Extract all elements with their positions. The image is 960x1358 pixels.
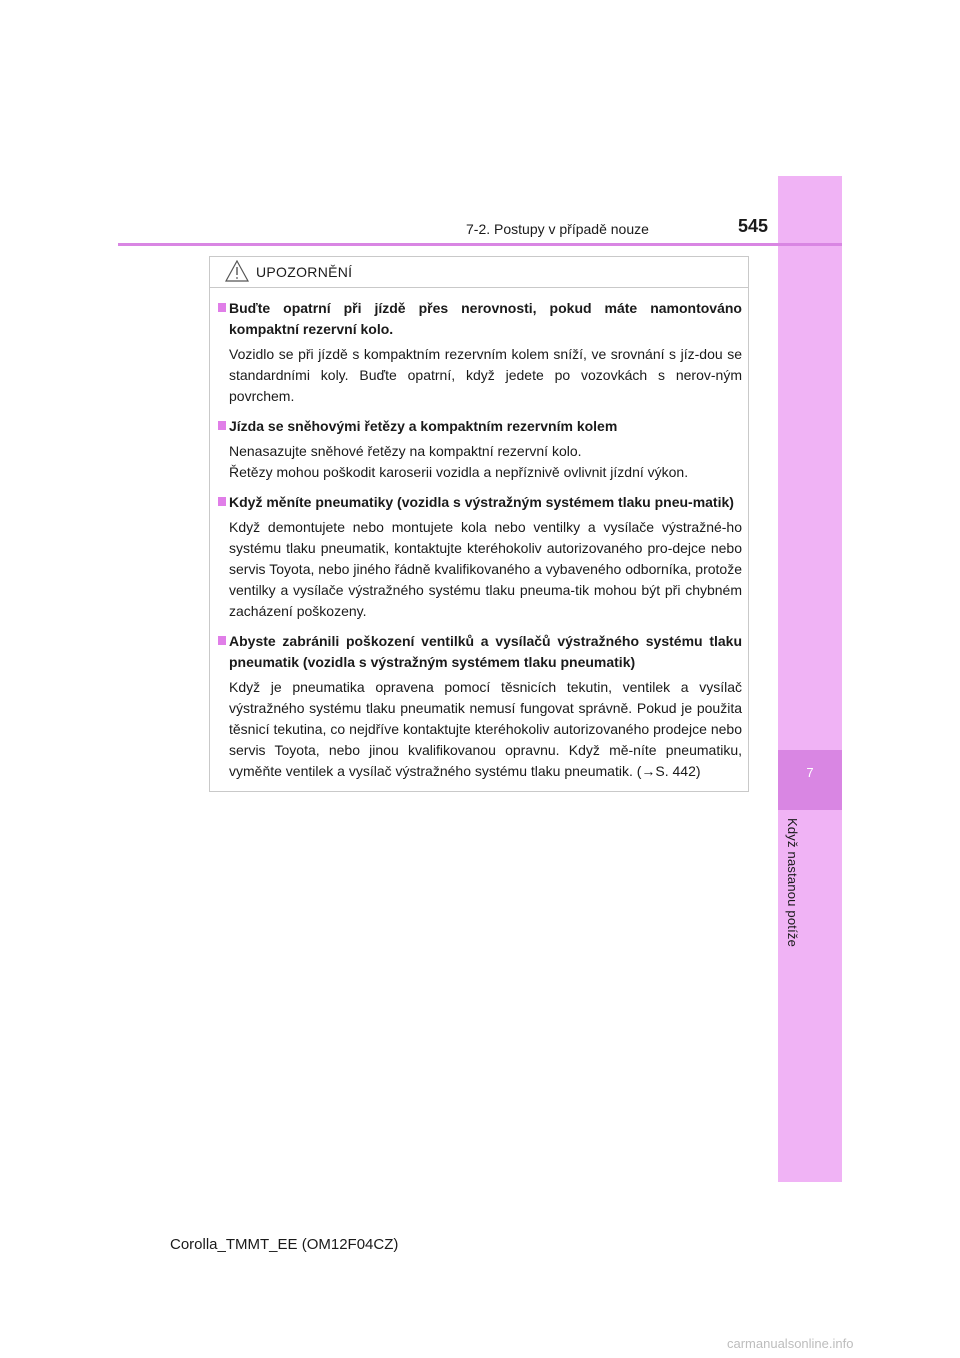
warning-triangle-icon [225, 260, 249, 282]
warning-item-text: Vozidlo se při jízdě s kompaktním rezervním kolem sníží, ve srovnání s jíz-dou se standardními koly. Buďte opatrní, když jedete po vozovkách s nerov-ným povrchem. [229, 346, 742, 404]
watermark: carmanualsonline.info [727, 1336, 854, 1351]
chapter-number: 7 [806, 765, 814, 780]
page-number: 545 [738, 216, 769, 236]
warning-item [218, 298, 742, 407]
square-bullet-icon [218, 421, 226, 430]
warning-item [218, 492, 742, 622]
warning-item [218, 416, 742, 483]
warning-box [209, 256, 749, 792]
warning-item-text: Když demontujete nebo montujete kola nebo ventilky a vysílače výstražné-ho systému tlaku pneumatik, kontaktujte kteréhokoliv autorizovaného pro-dejce nebo servis Toyota, nebo jiného řádně kvalifikovaného a vybaveného odborníka, protože ventilky a vysílače výstražného systému tlaku pneuma-tik mohou být při chybném zacházení poškozeny. [229, 519, 742, 619]
warning-item-heading: Když měníte pneumatiky (vozidla s výstražným systémem tlaku pneu-matik) [218, 492, 742, 513]
chapter-number-block [778, 750, 842, 810]
section-title: 7-2. Postupy v případě nouze [466, 221, 649, 237]
header-rule [118, 243, 842, 246]
warning-header [210, 257, 748, 288]
document-id: Corolla_TMMT_EE (OM12F04CZ) [170, 1236, 399, 1253]
warning-item-text: Řetězy mohou poškodit karoserii vozidla a nepříznivě ovlivnit jízdní výkon. [229, 464, 689, 480]
warning-body [218, 298, 742, 791]
warning-item [218, 631, 742, 782]
warning-item-heading: Jízda se sněhovými řetězy a kompaktním rezervním kolem [218, 416, 742, 437]
square-bullet-icon [218, 497, 226, 506]
square-bullet-icon [218, 303, 226, 312]
warning-title: UPOZORNĚNÍ [256, 264, 353, 280]
warning-item-text: Když je pneumatika opravena pomocí těsnicích tekutin, ventilek a vysílač výstražného systému tlaku pneumatik nemusí fungovat správně. Pokud je použita těsnicí tekutina, co nejdříve kontaktujte kteréhokoliv autorizovaného prodejce nebo servis Toyota, nebo jinou kvalifikovanou opravnu. Když mě-níte pneumatiku, vyměňte ventilek a vysílač výstražného systému tlaku pneumatik. (→S. 442) [229, 679, 742, 779]
warning-item-text: Nenasazujte sněhové řetězy na kompaktní rezervní kolo. [229, 443, 582, 459]
chapter-title: Když nastanou potíže [785, 818, 800, 948]
warning-item-heading: Abyste zabránili poškození ventilků a vysílačů výstražného systému tlaku pneumatik (vozidla s výstražným systémem tlaku pneumatik) [218, 631, 742, 673]
square-bullet-icon [218, 636, 226, 645]
chapter-side-tab [778, 176, 842, 1182]
warning-item-heading: Buďte opatrní při jízdě přes nerovnosti, pokud máte namontováno kompaktní rezervní kolo. [218, 298, 742, 340]
